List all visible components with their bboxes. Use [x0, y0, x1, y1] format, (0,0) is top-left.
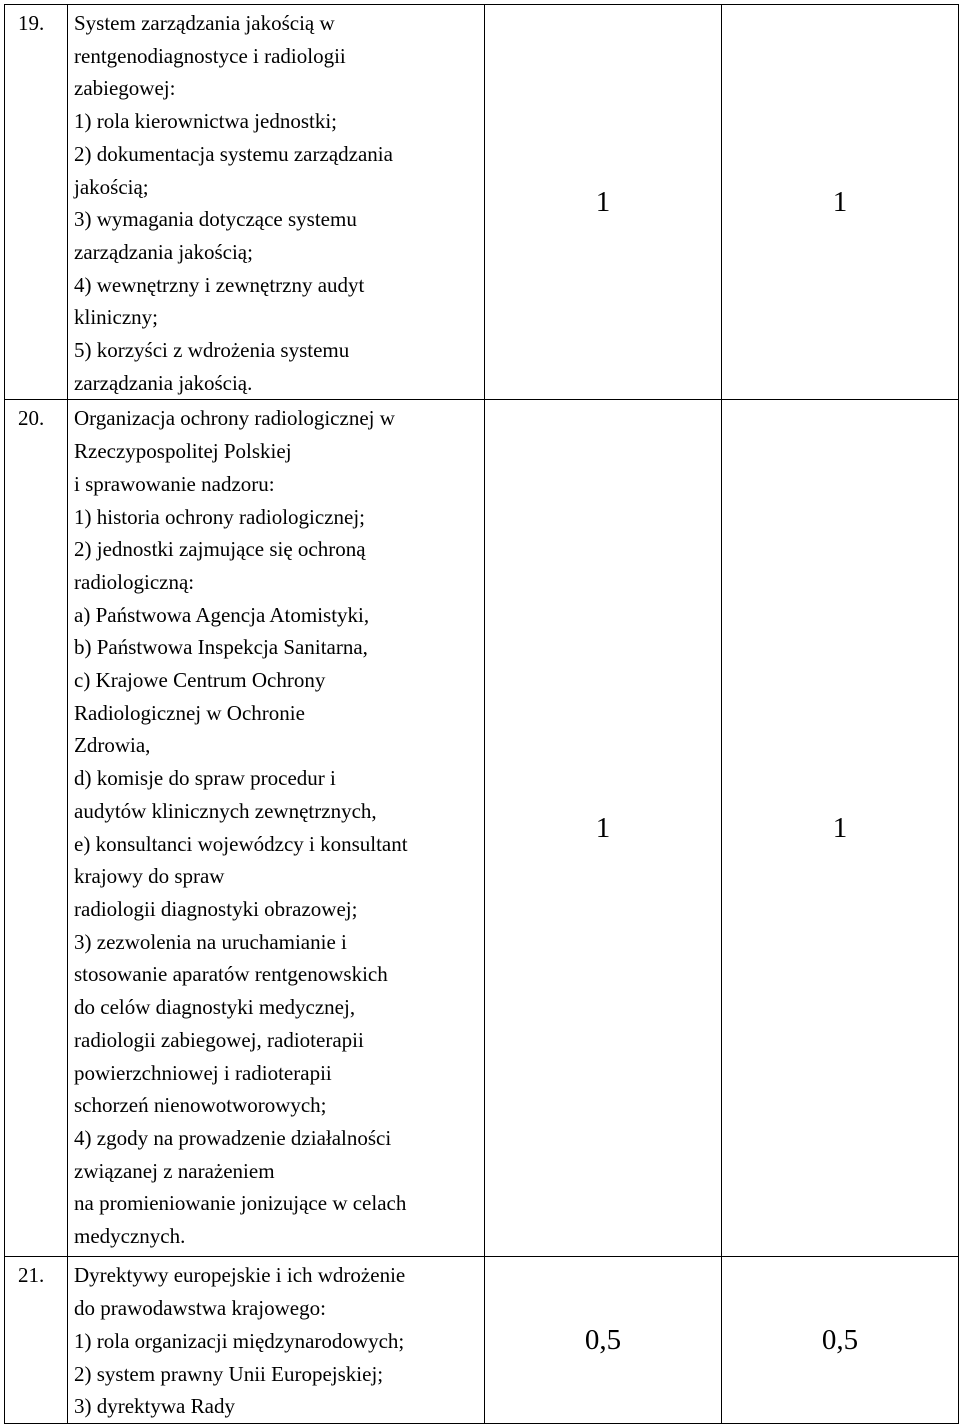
topic-cell	[68, 5, 485, 400]
topic-line: 2) system prawny Unii Europejskiej;	[74, 1361, 384, 1386]
topic-line: 3) dyrektywa Rady	[74, 1394, 235, 1419]
topic-line: krajowy do spraw	[74, 864, 225, 889]
row-number: 19.	[5, 5, 68, 400]
curriculum-table	[4, 4, 959, 1424]
topic-line: na promieniowanie jonizujące w celach	[74, 1191, 407, 1216]
topic-line: 2) jednostki zajmujące się ochroną	[74, 537, 366, 562]
topic-line: jakością;	[74, 174, 149, 199]
hours-cell: 1	[485, 400, 722, 1257]
topic-line: zarządzania jakością.	[74, 370, 253, 395]
topic-line: zarządzania jakością;	[74, 239, 253, 264]
topic-line: 2) dokumentacja systemu zarządzania	[74, 141, 393, 166]
topic-line: stosowanie aparatów rentgenowskich	[74, 962, 388, 987]
topic-line: audytów klinicznych zewnętrznych,	[74, 798, 377, 823]
topic-line: Dyrektywy europejskie i ich wdrożenie	[74, 1263, 406, 1288]
hours-cell: 0,5	[722, 1257, 959, 1424]
topic-line: Radiologicznej w Ochronie	[74, 700, 305, 725]
topic-line: do celów diagnostyki medycznej,	[74, 995, 356, 1020]
hours-cell: 1	[722, 5, 959, 400]
topic-line: rentgenodiagnostyce i radiologii	[74, 43, 346, 68]
topic-line: medycznych.	[74, 1224, 186, 1249]
topic-line: radiologii zabiegowej, radioterapii	[74, 1027, 364, 1052]
topic-line: kliniczny;	[74, 305, 158, 330]
topic-line: powierzchniowej i radioterapii	[74, 1060, 332, 1085]
topic-line: e) konsultanci wojewódzcy i konsultant	[74, 831, 408, 856]
topic-line: 3) zezwolenia na uruchamianie i	[74, 929, 347, 954]
table-row	[5, 1257, 959, 1424]
hours-cell: 0,5	[485, 1257, 722, 1424]
topic-cell	[68, 400, 485, 1257]
hours-cell: 1	[485, 5, 722, 400]
topic-line: 4) zgody na prowadzenie działalności	[74, 1125, 392, 1150]
topic-line: System zarządzania jakością w	[74, 11, 335, 35]
topic-line: 4) wewnętrzny i zewnętrzny audyt	[74, 272, 365, 297]
topic-line: związanej z narażeniem	[74, 1158, 275, 1183]
topic-line: schorzeń nienowotworowych;	[74, 1093, 327, 1118]
topic-cell	[68, 1257, 485, 1424]
topic-line: radiologii diagnostyki obrazowej;	[74, 896, 358, 921]
topic-line: d) komisje do spraw procedur i	[74, 766, 336, 791]
topic-line: 5) korzyści z wdrożenia systemu	[74, 338, 350, 363]
topic-line: 1) historia ochrony radiologicznej;	[74, 504, 365, 529]
topic-line: Zdrowia,	[74, 733, 151, 758]
hours-cell: 1	[722, 400, 959, 1257]
topic-line: 1) rola kierownictwa jednostki;	[74, 109, 338, 134]
topic-line: Organizacja ochrony radiologicznej w	[74, 406, 395, 431]
topic-line: Rzeczypospolitej Polskiej	[74, 439, 292, 464]
topic-line: 3) wymagania dotyczące systemu	[74, 207, 357, 232]
topic-line: i sprawowanie nadzoru:	[74, 471, 275, 496]
table-row	[5, 400, 959, 1257]
table-row	[5, 5, 959, 400]
topic-line: do prawodawstwa krajowego:	[74, 1296, 326, 1321]
row-number: 20.	[5, 400, 68, 1257]
topic-line: radiologiczną:	[74, 569, 195, 594]
topic-line: a) Państwowa Agencja Atomistyki,	[74, 602, 370, 627]
topic-line: c) Krajowe Centrum Ochrony	[74, 668, 326, 693]
topic-line: 1) rola organizacji międzynarodowych;	[74, 1328, 405, 1353]
row-number: 21.	[5, 1257, 68, 1424]
topic-line: b) Państwowa Inspekcja Sanitarna,	[74, 635, 368, 660]
topic-line: zabiegowej:	[74, 76, 176, 101]
